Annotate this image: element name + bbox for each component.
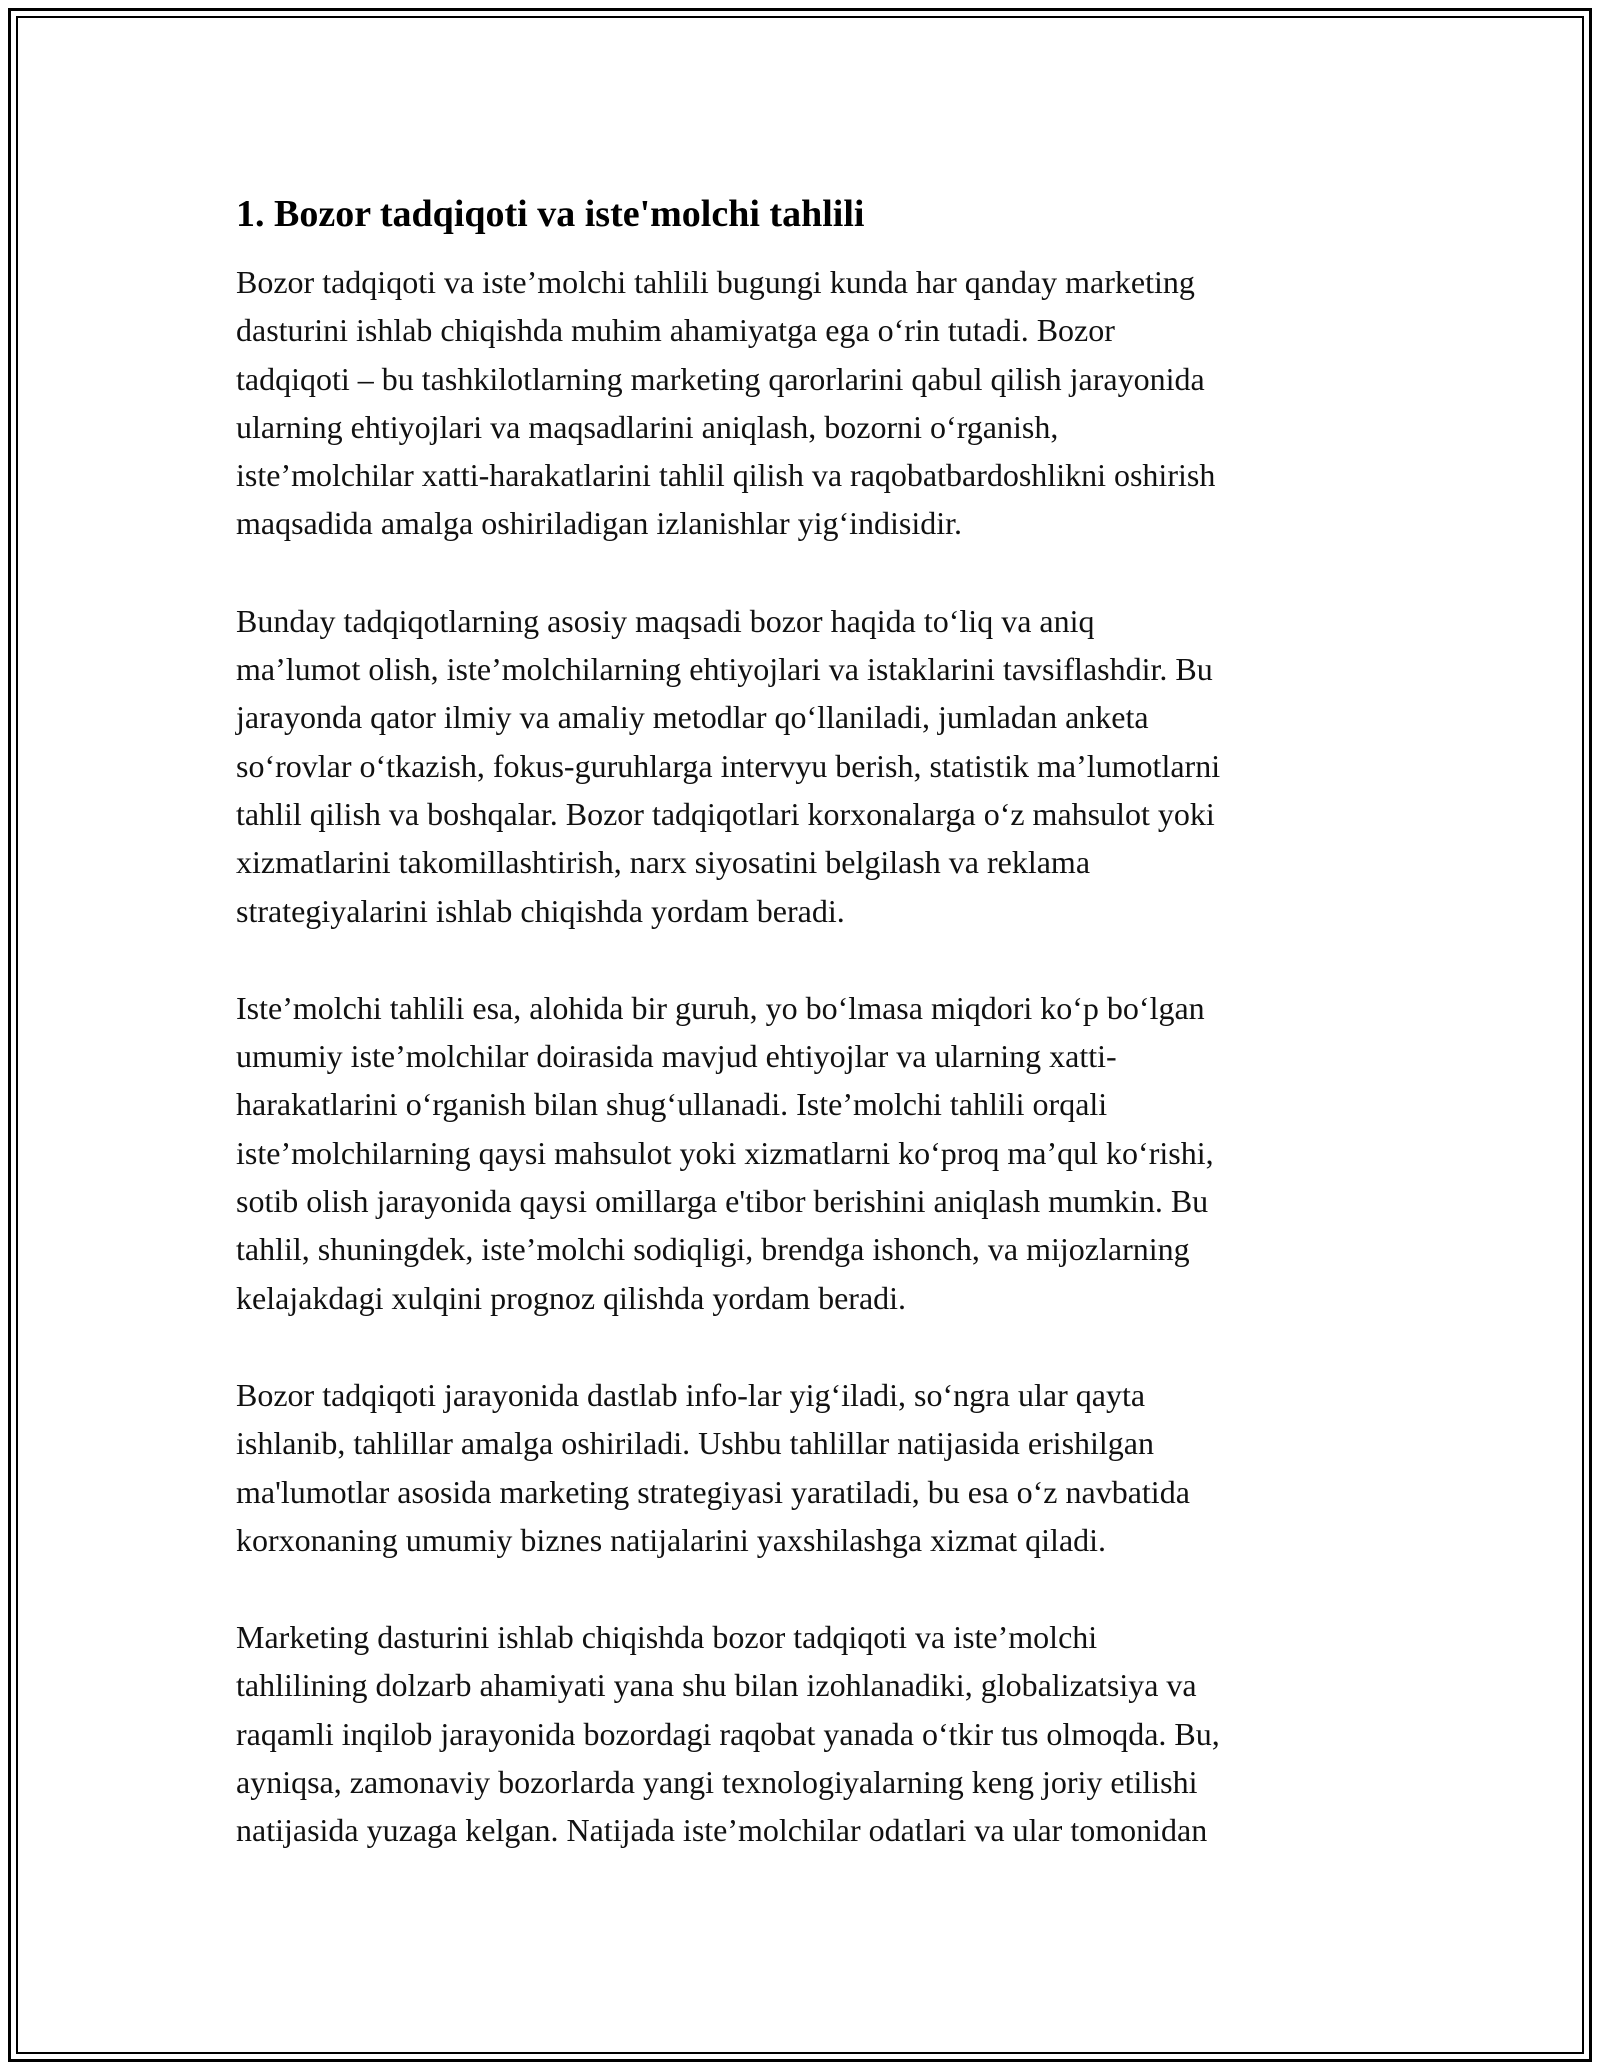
section-heading: 1. Bozor tadqiqoti va iste'molchi tahlili bbox=[236, 193, 865, 235]
paragraph-5: Marketing dasturini ishlab chiqishda bozor tadqiqoti va iste’molchi tahlilining dolzarb ahamiyati yana shu bilan izohlanadiki, globalizatsiya va raqamli inqilob jarayonida bozordagi raqobat yanada o‘tkir tus olmoqda. Bu, ayniqsa, zamonaviy bozorlarda yangi texnologiyalarning keng joriy etilishi natijasida yuzaga kelgan. Natijada iste’molchilar odatlari va ular tomonidan bbox=[236, 1619, 1220, 1849]
paragraph-1: Bozor tadqiqoti va iste’molchi tahlili bugungi kunda har qanday marketing dasturini ishlab chiqishda muhim ahamiyatga ega o‘rin tutadi. Bozor tadqiqoti – bu tashkilotlarning marketing qarorlarini qabul qilish jarayonida ularning ehtiyojlari va maqsadlarini aniqlash, bozorni o‘rganish, iste’molchilar xatti-harakatlarini tahlil qilish va raqobatbardoshlikni oshirish maqsadida amalga oshiriladigan izlanishlar yig‘indisidir. bbox=[236, 264, 1216, 542]
document-body bbox=[236, 190, 1376, 1904]
paragraph-4: Bozor tadqiqoti jarayonida dastlab info-lar yig‘iladi, so‘ngra ular qayta ishlanib, tahlillar amalga oshiriladi. Ushbu tahlillar natijasida erishilgan ma'lumotlar asosida marketing strategiyasi yaratiladi, bu esa o‘z navbatida korxonaning umumiy biznes natijalarini yaxshilashga xizmat qiladi. bbox=[236, 1376, 1190, 1558]
paragraph-2: Bunday tadqiqotlarning asosiy maqsadi bozor haqida to‘liq va aniq ma’lumot olish, iste’molchilarning ehtiyojlari va istaklarini tavsiflashdir. Bu jarayonda qator ilmiy va amaliy metodlar qo‘llaniladi, jumladan anketa so‘rovlar o‘tkazish, fokus-guruhlarga intervyu berish, statistik ma’lumotlarni tahlil qilish va boshqalar. Bozor tadqiqotlari korxonalarga o‘z mahsulot yoki xizmatlarini takomillashtirish, narx siyosatini belgilash va reklama strategiyalarini ishlab chiqishda yordam beradi. bbox=[236, 602, 1221, 929]
paragraph-3: Iste’molchi tahlili esa, alohida bir guruh, yo bo‘lmasa miqdori ko‘p bo‘lgan umumiy iste’molchilar doirasida mavjud ehtiyojlar va ularning xatti- harakatlarini o‘rganish bilan shug‘ullanadi. Iste’molchi tahlili orqali iste’molchilarning qaysi mahsulot yoki xizmatlarni ko‘proq ma’qul ko‘rishi, sotib olish jarayonida qaysi omillarga e'tibor berishini aniqlash mumkin. Bu tahlil, shuningdek, iste’molchi sodiqligi, brendga ishonch, va mijozlarning kelajakdagi xulqini prognoz qilishda yordam beradi. bbox=[236, 989, 1214, 1316]
